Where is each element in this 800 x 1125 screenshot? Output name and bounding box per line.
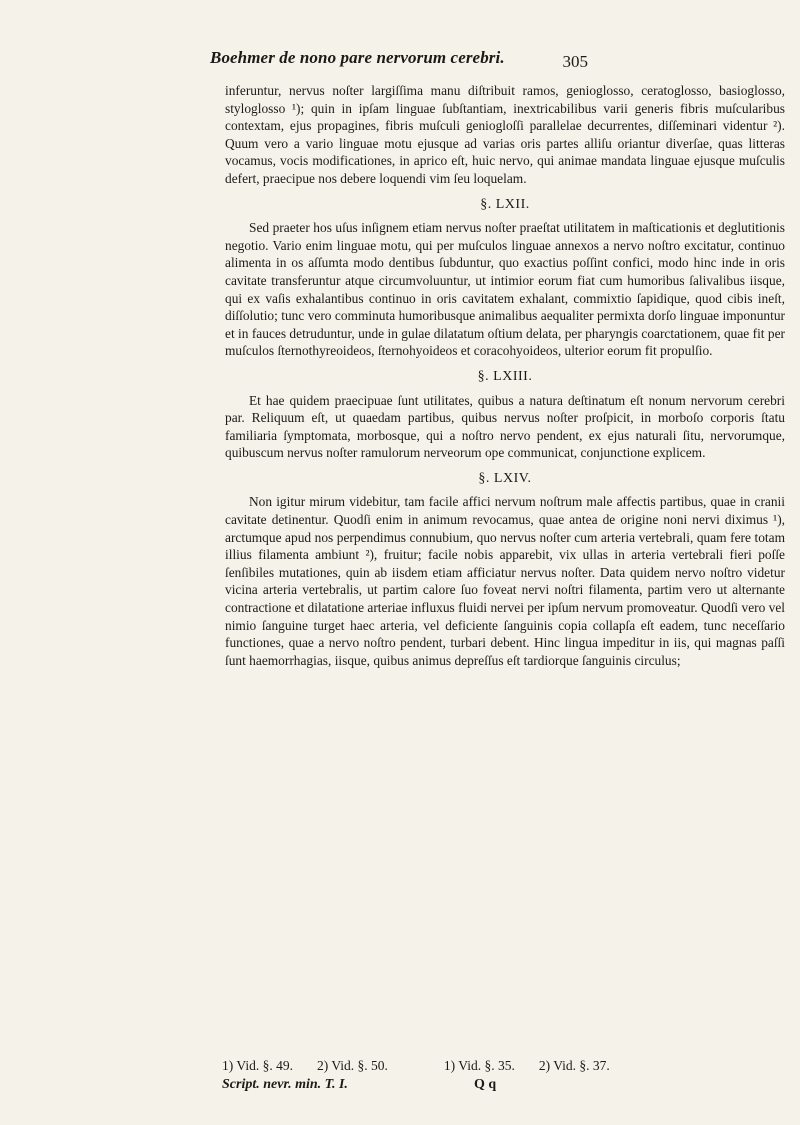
signature-label: Script. nevr. min. T. I. <box>222 1077 348 1092</box>
footnote-left-2: 2) Vid. §. 50. <box>316 1058 388 1073</box>
footnote-left-1: 1) Vid. §. 49. <box>222 1058 293 1073</box>
section-heading-62: §. LXII. <box>480 196 530 212</box>
page-number: 305 <box>562 52 588 71</box>
paragraph-1: inferuntur, nervus noſter largiſſima manu diſtribuit ramos, genioglosso, ceratoglosso, basioglosso, styloglosso ¹); quin in ipſam linguae ſubſtantiam, inextricabilibus varii generis fibris muſcularibus contextam, ejus propagines, fibris muſculi geniogloſſi parallelae decurrentes, diſſeminari videntur ²). Quum vero a vario linguae motu ejusque ad varias oris partes alliſu oriantur diverſae, quas litteras vocamus, vocis modificationes, in aprico eſt, huic nervo, qui animae mandata linguae ejusque muſculis defert, praecipue nos debere loquendi vim ſeu loquelam. <box>225 83 785 186</box>
footnotes <box>222 1056 782 1075</box>
running-header <box>0 48 800 72</box>
footnote-right-2: 2) Vid. §. 37. <box>538 1058 610 1073</box>
signature-line <box>222 1077 782 1093</box>
section-heading-64: §. LXIV. <box>478 470 532 486</box>
paragraph-3: Et hae quidem praecipuae ſunt utilitates, quibus a natura deſtinatum eſt nonum nervorum cerebri par. Reliquum eſt, ut quaedam partibus, quibus nervus noſter proſpicit, in morboſo corporis ſtatu familiaria ſymptomata, morbosque, qui a noſtro nervo pendent, ex ejus naturali ſitu, nervorumque, quibuscum nervus noſter ramulorum nerveorum ope communicat, conjunctione explicem. <box>225 392 785 461</box>
paragraph-2: Sed praeter hos uſus inſignem etiam nervus noſter praeſtat utilitatem in maſticationis et deglutitionis negotio. Vario enim linguae motu, qui per muſculos linguae annexos a nervo noſtro excitatur, continuo alimenta in os aſſumta modo dentibus ſubduntur, quo exactius poſſint confici, modo hinc inde in oris cavitate transferuntur atque circumvoluuntur, ut intimior eorum fiat cum humoribus ſalivalibus iisque, qui ex vaſis exhalantibus continuo in oris cavitatem exhalant, commixtio ſapidique, quod cibis ineſt, diſſolutio; tunc vero comminuta humoribusque animalibus aequaliter permixta dorſo linguae imponuntur et in fauces detruduntur, unde in gulae dilatatum oſtium delata, per pharyngis coarctationem, quae fit per muſculos ſternothyreoideos, ſternohyoideos et coracohyoideos, ulterior eorum fit propulſio. <box>225 220 785 359</box>
signature-mark: Q q <box>474 1077 497 1092</box>
running-title: Boehmer de nono pare nervorum cerebri. <box>210 48 505 67</box>
footnote-right-1: 1) Vid. §. 35. <box>443 1058 515 1073</box>
section-heading-63: §. LXIII. <box>477 368 533 384</box>
body-text <box>225 82 785 669</box>
paragraph-4: Non igitur mirum videbitur, tam facile affici nervum noſtrum male affectis partibus, quae in cranii cavitate detinentur. Quodſi enim in animum revocamus, quae antea de origine noni nervi diximus ¹), arctumque apud nos perpendimus connubium, quo nervus noſter cum arteria vertebrali, quam fere totam illius filamenta ambiunt ²), fruitur; facile nobis apparebit, vix ullas in arteria vertebrali fieri poſſe ſenſibiles mutationes, quin ab iisdem etiam afficiatur nervus noſter. Data quidem nervo noſtro videtur vicina arteria vertebralis, ut partim calore ſuo foveat nervi noſtri filamenta, partim vero ut alternante contractione et dilatatione arteriae influxus fluidi nervei per ipſum nervum promoveatur. Quodſi vero vel nimio ſanguine turget haec arteria, vel deficiente ſanguinis copia collapſa eſt eadem, tunc neceſſario functiones, quae a nervo noſtro pendent, turbari debent. Hinc lingua impeditur in iis, qui magnas paſſi ſunt haemorrhagias, iisque, quibus animus depreſſus eſt tardiorque ſanguinis circulus; <box>225 494 785 668</box>
